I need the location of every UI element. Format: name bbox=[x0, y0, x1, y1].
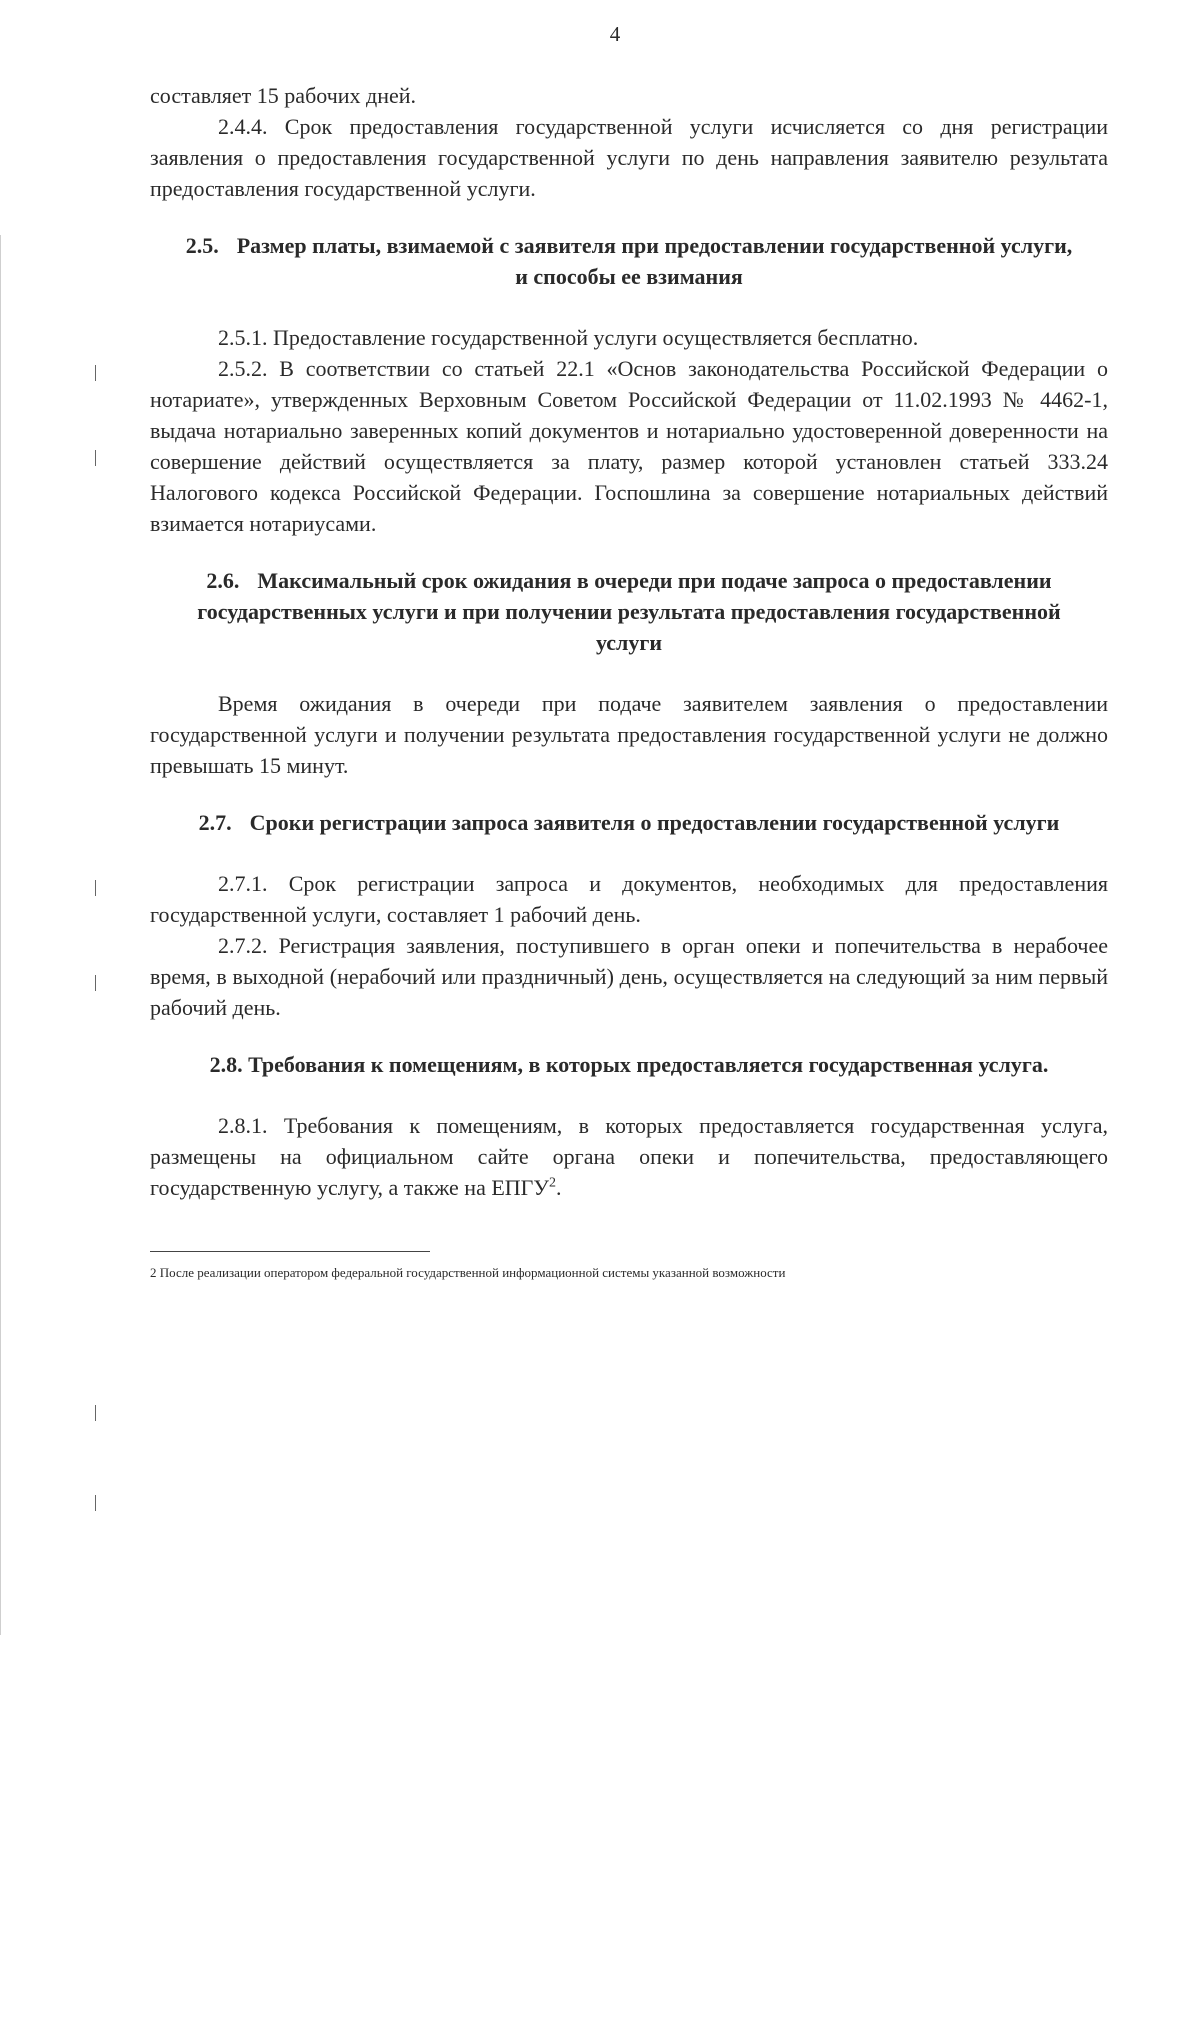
scan-mark bbox=[95, 450, 96, 466]
page-number: 4 bbox=[609, 22, 621, 46]
footnote bbox=[150, 1264, 1108, 1282]
paragraph-2-7-2: 2.7.2. Регистрация заявления, поступившего в орган опеки и попечительства в нерабочее время, в выходной (нерабочий или праздничный) день, осуществляется на следующий за ним первый рабочий день. bbox=[150, 933, 1108, 1020]
section-heading-2-5 bbox=[180, 230, 1078, 292]
scan-edge-line bbox=[0, 235, 1, 1635]
footnote-separator bbox=[150, 1251, 430, 1252]
paragraph-end: . bbox=[555, 1175, 562, 1200]
section-number: 2.6. bbox=[206, 568, 240, 593]
scan-mark bbox=[95, 365, 96, 381]
scan-mark bbox=[95, 1405, 96, 1421]
paragraph-2-4-4: 2.4.4. Срок предоставления государственной услуги исчисляется со дня регистрации заявления о предоставления государственной услуги по день направления заявителю результата предоставления государственной услуги. bbox=[150, 114, 1108, 201]
section-title: Сроки регистрации запроса заявителя о предоставлении государственной услуги bbox=[249, 810, 1060, 835]
document-body bbox=[150, 80, 1108, 1282]
paragraph-2-6: Время ожидания в очереди при подаче заявителем заявления о предоставлении государственной услуги и получении результата предоставления государственной услуги не должно превышать 15 минут. bbox=[150, 691, 1108, 778]
section-title: Максимальный срок ожидания в очереди при подаче запроса о предоставлении государственных услуги и при получении результата предоставления государственной услуги bbox=[197, 568, 1061, 655]
section-number: 2.5. bbox=[185, 233, 219, 258]
section-heading-2-6 bbox=[180, 565, 1078, 658]
paragraph-continuation: составляет 15 рабочих дней. bbox=[150, 83, 417, 108]
scan-mark bbox=[95, 975, 96, 991]
paragraph-2-8-1 bbox=[150, 1110, 1108, 1203]
paragraph-2-5-2: 2.5.2. В соответствии со статьей 22.1 «Основ законодательства Российской Федерации о нотариате», утвержденных Верховным Советом Российской Федерации от 11.02.1993 № 4462-1, выдача нотариально заверенных копий документов и нотариально удостоверенной доверенности на совершение действий осуществляется за плату, размер которой установлен статьей 333.24 Налогового кодекса Российской Федерации. Госпошлина за совершение нотариальных действий взимается нотариусами. bbox=[150, 356, 1108, 536]
footnote-text: После реализации оператором федеральной государственной информационной системы указанной возможности bbox=[159, 1265, 786, 1280]
section-title: Размер платы, взимаемой с заявителя при предоставлении государственной услуги, и способы ее взимания bbox=[236, 233, 1073, 289]
paragraph-text: 2.8.1. Требования к помещениям, в которых предоставляется государственная услуга, размещены на официальном сайте органа опеки и попечительства, предоставляющего государственную услугу, а также на ЕПГУ bbox=[150, 1113, 1108, 1200]
scan-mark bbox=[95, 880, 96, 896]
paragraph-2-5-1: 2.5.1. Предоставление государственной услуги осуществляется бесплатно. bbox=[218, 325, 919, 350]
section-heading-2-8: 2.8. Требования к помещениям, в которых предоставляется государственная услуга. bbox=[209, 1052, 1049, 1077]
section-heading-2-7 bbox=[180, 807, 1078, 838]
scan-mark bbox=[95, 1495, 96, 1511]
footnote-ref: 2 bbox=[548, 1175, 556, 1191]
section-number: 2.7. bbox=[198, 810, 232, 835]
footnote-number: 2 bbox=[150, 1265, 157, 1280]
paragraph-2-7-1: 2.7.1. Срок регистрации запроса и документов, необходимых для предоставления государственной услуги, составляет 1 рабочий день. bbox=[150, 871, 1108, 927]
